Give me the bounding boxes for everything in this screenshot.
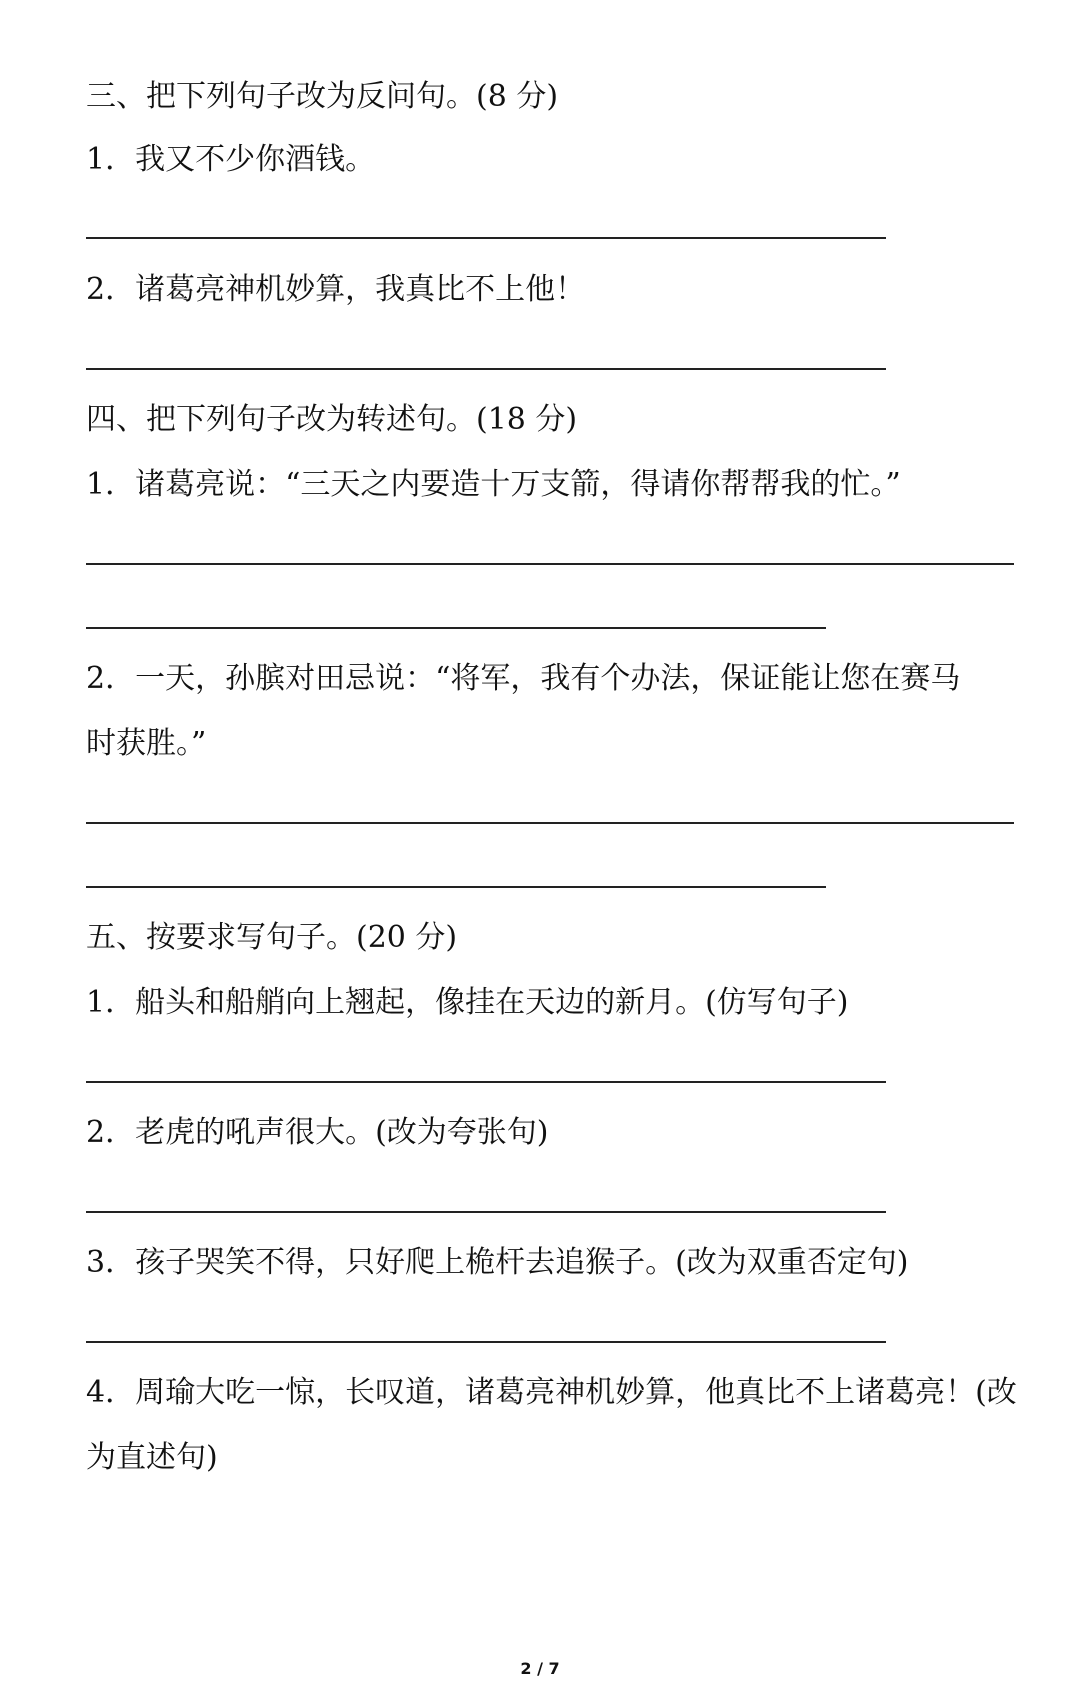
section-5-heading: 五、按要求写句子。(20 分) bbox=[86, 920, 458, 955]
section-4-question-2-continued: 时获胜。” bbox=[86, 726, 207, 761]
section-5-question-1: 1．船头和船艄向上翘起，像挂在天边的新月。(仿写句子) bbox=[86, 985, 849, 1020]
page-number: 2 / 7 bbox=[520, 1659, 560, 1678]
section-4-question-1: 1．诸葛亮说：“三天之内要造十万支箭，得请你帮帮我的忙。” bbox=[86, 467, 901, 502]
section-5-question-2: 2．老虎的吼声很大。(改为夸张句) bbox=[86, 1115, 549, 1150]
answer-line[interactable] bbox=[86, 368, 886, 370]
answer-line[interactable] bbox=[86, 1211, 886, 1213]
answer-line[interactable] bbox=[86, 563, 1014, 565]
answer-line[interactable] bbox=[86, 1081, 886, 1083]
section-3-question-1: 1．我又不少你酒钱。 bbox=[86, 142, 376, 177]
section-3-heading: 三、把下列句子改为反问句。(8 分) bbox=[86, 79, 559, 114]
answer-line[interactable] bbox=[86, 886, 826, 888]
section-4-question-2: 2．一天，孙膑对田忌说：“将军，我有个办法，保证能让您在赛马 bbox=[86, 661, 961, 696]
section-5-question-4-continued: 为直述句) bbox=[86, 1440, 218, 1475]
answer-line[interactable] bbox=[86, 822, 1014, 824]
section-3-question-2: 2．诸葛亮神机妙算，我真比不上他！ bbox=[86, 272, 586, 307]
answer-line[interactable] bbox=[86, 1341, 886, 1343]
section-5-question-4: 4．周瑜大吃一惊，长叹道，诸葛亮神机妙算，他真比不上诸葛亮！(改 bbox=[86, 1375, 1017, 1410]
answer-line[interactable] bbox=[86, 627, 826, 629]
section-4-heading: 四、把下列句子改为转述句。(18 分) bbox=[86, 402, 578, 437]
answer-line[interactable] bbox=[86, 237, 886, 239]
section-5-question-3: 3．孩子哭笑不得，只好爬上桅杆去追猴子。(改为双重否定句) bbox=[86, 1245, 909, 1280]
